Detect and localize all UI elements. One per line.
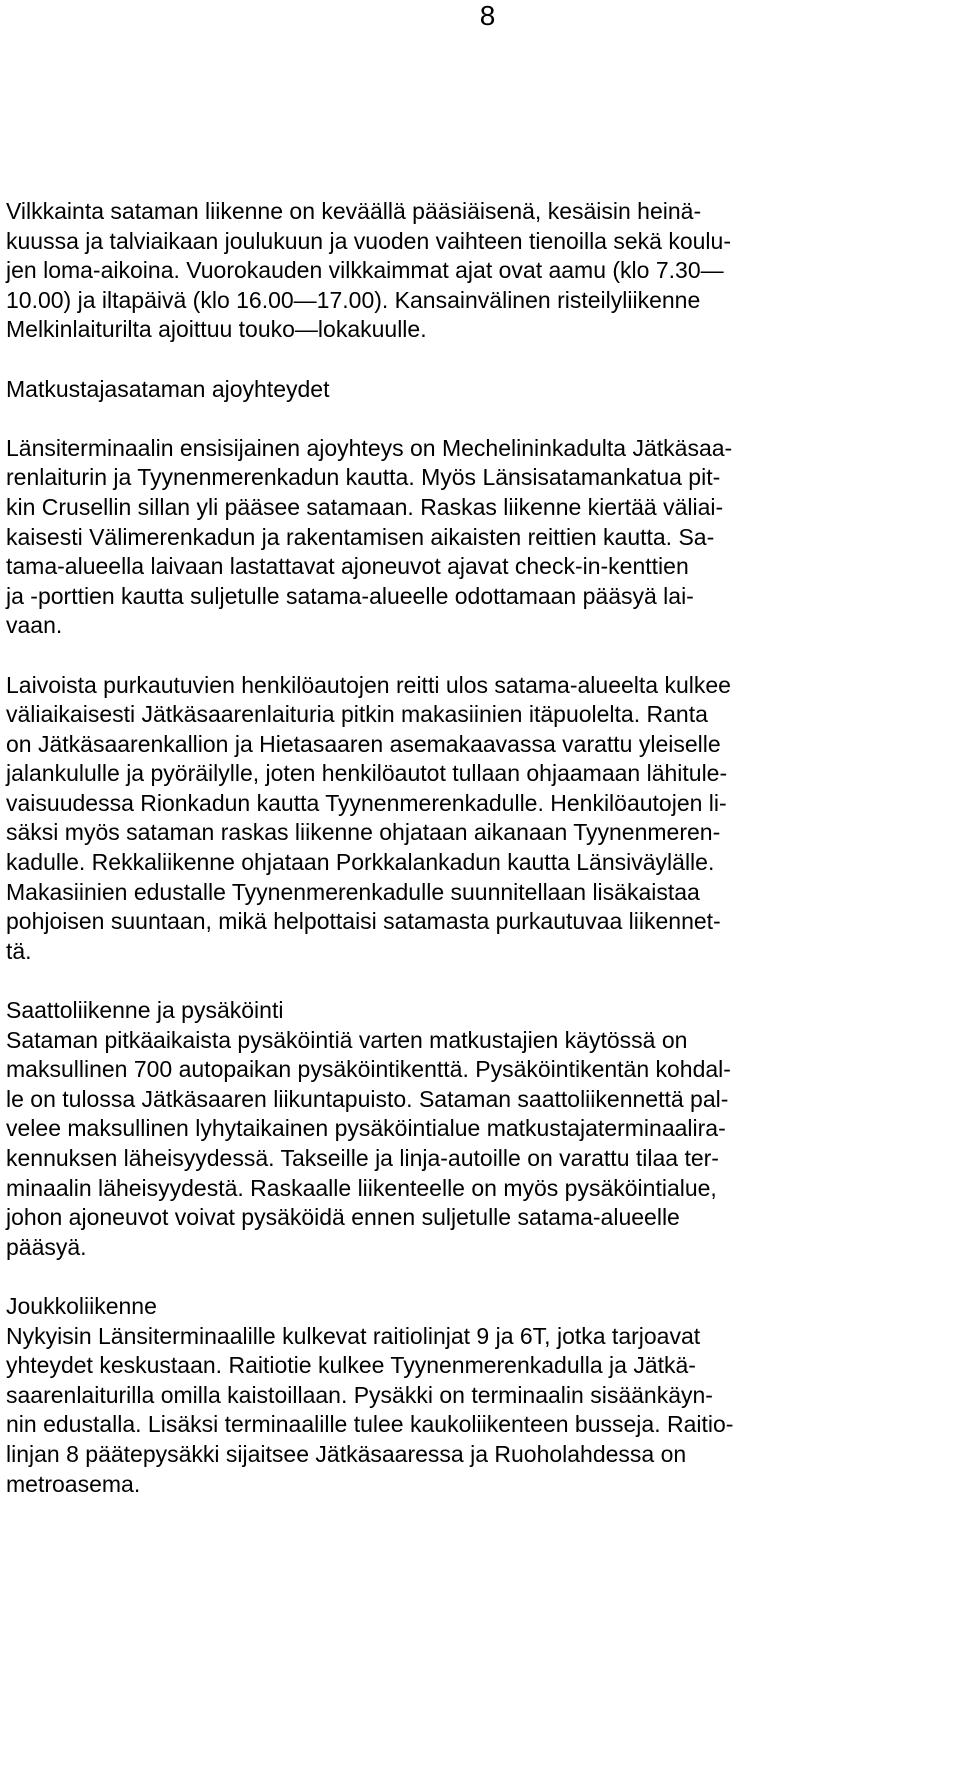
- section-heading: Saattoliikenne ja pysäköinti: [6, 997, 284, 1024]
- text-line: kennuksen läheisyydessä. Takseille ja linja-autoille on varattu tilaa ter-: [6, 1145, 719, 1171]
- text-line: kaisesti Välimerenkadun ja rakentamisen aikaisten reittien kautta. Sa-: [6, 523, 715, 550]
- paragraph-ajoyhteydet: [6, 434, 946, 641]
- text-line: Melkinlaiturilta ajoittuu touko—lokakuulle.: [6, 316, 427, 343]
- text-line: linjan 8 päätepysäkki sijaitsee Jätkäsaaressa ja Ruoholahdessa on: [6, 1440, 687, 1467]
- text-line: pohjoisen suuntaan, mikä helpottaisi satamasta purkautuvaa liikennet-: [6, 908, 721, 935]
- text-line: maksullinen 700 autopaikan pysäköintikenttä. Pysäköintikentän kohdal-: [6, 1056, 731, 1083]
- text-line: nin edustalla. Lisäksi terminaalille tulee kaukoliikenteen busseja. Raitio-: [6, 1411, 734, 1438]
- text-line: metroasema.: [6, 1470, 141, 1497]
- text-line: ja -porttien kautta suljetulle satama-alueelle odottamaan pääsyä lai-: [6, 582, 694, 609]
- text-line: kuussa ja talviaikaan joulukuun ja vuoden vaihteen tienoilla sekä koulu-: [6, 227, 731, 254]
- text-line: kin Crusellin sillan yli pääsee satamaan. Raskas liikenne kiertää väliai-: [6, 493, 724, 520]
- text-line: Vilkkainta sataman liikenne on keväällä pääsiäisenä, kesäisin heinä-: [6, 198, 702, 224]
- text-line: jen loma-aikoina. Vuorokauden vilkkaimmat ajat ovat aamu (klo 7.30—: [6, 257, 724, 284]
- text-line: väliaikaisesti Jätkäsaarenlaituria pitkin makasiinien itäpuolelta. Ranta: [6, 701, 708, 728]
- text-line: säksi myös sataman raskas liikenne ohjataan aikanaan Tyynenmeren-: [6, 819, 721, 846]
- text-line: le on tulossa Jätkäsaaren liikuntapuisto. Sataman saattoliikennettä pal-: [6, 1085, 729, 1112]
- text-line: 10.00) ja iltapäivä (klo 16.00—17.00). Kansainvälinen risteilyliikenne: [6, 286, 701, 313]
- text-line: velee maksullinen lyhytaikainen pysäköintialue matkustajaterminaalira-: [6, 1115, 726, 1142]
- text-line: saarenlaiturilla omilla kaistoillaan. Pysäkki on terminaalin sisäänkäyn-: [6, 1381, 713, 1408]
- heading-ajoyhteydet: [6, 375, 946, 405]
- text-line: tama-alueella laivaan lastattavat ajoneuvot ajavat check-in-kenttien: [6, 553, 689, 580]
- document-body: [6, 197, 946, 1499]
- text-line: pääsyä.: [6, 1233, 87, 1260]
- text-line: yhteydet keskustaan. Raitiotie kulkee Tyynenmerenkadulla ja Jätkä-: [6, 1352, 696, 1379]
- section-heading: Joukkoliikenne: [6, 1292, 157, 1319]
- text-line: Nykyisin Länsiterminaalille kulkevat raitiolinjat 9 ja 6T, jotka tarjoavat: [6, 1322, 701, 1349]
- text-line: Sataman pitkäaikaista pysäköintiä varten matkustajien käytössä on: [6, 1026, 688, 1053]
- paragraph-gap: [6, 641, 946, 671]
- section-heading: Matkustajasataman ajoyhteydet: [6, 375, 330, 402]
- text-line: kadulle. Rekkaliikenne ohjataan Porkkalankadun kautta Länsiväylälle.: [6, 849, 715, 876]
- paragraph-intro: [6, 197, 946, 345]
- paragraph-gap: [6, 966, 946, 996]
- paragraph-joukkoliikenne: [6, 1292, 946, 1499]
- text-line: minaalin läheisyydestä. Raskaalle liikenteelle on myös pysäköintialue,: [6, 1174, 717, 1201]
- paragraph-purkautuminen: [6, 671, 946, 967]
- text-line: Länsiterminaalin ensisijainen ajoyhteys on Mechelininkadulta Jätkäsaa-: [6, 434, 733, 461]
- paragraph-saattoliikenne: [6, 996, 946, 1262]
- text-line: Laivoista purkautuvien henkilöautojen reitti ulos satama-alueelta kulkee: [6, 671, 731, 698]
- text-line: on Jätkäsaarenkallion ja Hietasaaren asemakaavassa varattu yleiselle: [6, 730, 721, 757]
- text-line: renlaiturin ja Tyynenmerenkadun kautta. Myös Länsisatamankatua pit-: [6, 464, 721, 491]
- paragraph-gap: [6, 1262, 946, 1292]
- text-line: jalankululle ja pyöräilylle, joten henkilöautot tullaan ohjaamaan lähitule-: [6, 760, 728, 787]
- page-number: 8: [479, 0, 496, 31]
- text-line: vaisuudessa Rionkadun kautta Tyynenmerenkadulle. Henkilöautojen li-: [6, 789, 727, 816]
- text-line: Makasiinien edustalle Tyynenmerenkadulle suunnitellaan lisäkaistaa: [6, 878, 700, 905]
- paragraph-gap: [6, 345, 946, 375]
- text-line: johon ajoneuvot voivat pysäköidä ennen suljetulle satama-alueelle: [6, 1204, 680, 1231]
- text-line: tä.: [6, 937, 32, 964]
- text-line: vaan.: [6, 612, 63, 639]
- paragraph-gap: [6, 404, 946, 434]
